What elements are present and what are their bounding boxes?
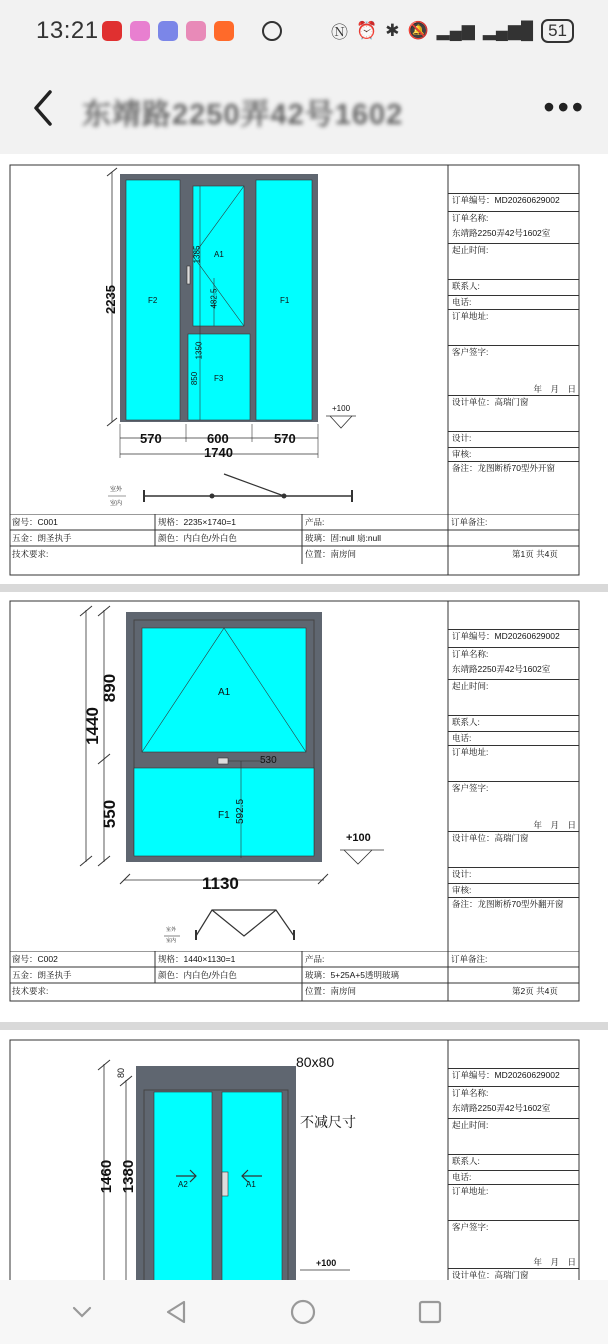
sign-date: 年 月 日 bbox=[533, 384, 576, 394]
dim-height-total: 2235 bbox=[102, 285, 118, 314]
designer: 设计: bbox=[448, 867, 579, 881]
system-icons bbox=[331, 18, 574, 43]
design-unit: 设计单位：高瑞门窗 bbox=[448, 395, 579, 409]
outside-label: 室外 bbox=[166, 927, 177, 933]
designer: 设计: bbox=[448, 431, 579, 445]
box-size: 80x80 bbox=[296, 1054, 335, 1070]
pink-app-icon bbox=[130, 21, 150, 41]
label-a1: A1 bbox=[246, 1180, 256, 1189]
phone: 电话: bbox=[448, 1170, 579, 1184]
window-no: 窗号：C001 bbox=[12, 517, 58, 527]
signal2-icon: ▂▄▆█ bbox=[482, 20, 534, 40]
dim-width-mid: 600 bbox=[207, 431, 229, 446]
color: 颜色：内白色/外白色 bbox=[158, 533, 237, 543]
location: 位置：南房间 bbox=[305, 986, 357, 996]
message-app-icon bbox=[158, 21, 178, 41]
location: 位置：南房间 bbox=[305, 549, 357, 559]
dim-handle-x: 530 bbox=[260, 755, 277, 766]
start-time: 起止时间: bbox=[448, 243, 579, 257]
start-time: 起止时间: bbox=[448, 679, 579, 693]
dim-lower-1: 1350 bbox=[194, 341, 204, 360]
alarm-icon: ⏰ bbox=[356, 20, 378, 40]
design-unit: 设计单位：高瑞门窗 bbox=[448, 1268, 579, 1280]
address: 订单地址: bbox=[448, 745, 579, 759]
inside-label: 室内 bbox=[166, 938, 177, 944]
label-a1: A1 bbox=[214, 250, 224, 259]
tech-requirement: 技术要求: bbox=[12, 549, 49, 559]
dim-lower-2: 850 bbox=[190, 371, 200, 386]
glass: 玻璃：固:null 扇:null bbox=[305, 533, 382, 543]
bank-app-icon bbox=[102, 21, 122, 41]
inside-label: 室内 bbox=[110, 501, 123, 507]
order-no: 订单编号：MD20260629002 bbox=[448, 1068, 579, 1082]
order-info-table-2 bbox=[448, 601, 579, 1001]
drawing-sheet-3 bbox=[0, 1030, 608, 1280]
bluetooth-icon: ✱ bbox=[385, 20, 400, 40]
hardware: 五金：朗圣执手 bbox=[12, 970, 72, 980]
notification-icons bbox=[102, 21, 282, 41]
order-name: 东靖路2250弄42号1602室 bbox=[452, 664, 551, 674]
recents-square-icon[interactable] bbox=[416, 1298, 444, 1326]
address: 订单地址: bbox=[448, 1184, 579, 1198]
label-a2: A2 bbox=[178, 1180, 188, 1189]
dim-height-total: 1440 bbox=[82, 707, 102, 745]
order-info-table-3 bbox=[448, 1040, 579, 1280]
signature: 客户签字: bbox=[448, 1220, 579, 1234]
phone: 电话: bbox=[448, 295, 579, 309]
status-bar bbox=[0, 0, 608, 62]
back-arrow-icon[interactable] bbox=[26, 84, 62, 132]
back-triangle-icon[interactable] bbox=[162, 1298, 190, 1326]
signature: 客户签字: bbox=[448, 781, 579, 795]
product: 产品: bbox=[305, 517, 325, 527]
spec-table-1 bbox=[10, 514, 579, 564]
level-label: +100 bbox=[316, 1258, 337, 1268]
dim-width-left: 570 bbox=[140, 431, 162, 446]
sign-date: 年 月 日 bbox=[533, 820, 576, 830]
color: 颜色：内白色/外白色 bbox=[158, 970, 237, 980]
order-remark: 订单备注: bbox=[451, 954, 488, 964]
order-remark: 订单备注: bbox=[451, 517, 488, 527]
signature: 客户签字: bbox=[448, 345, 579, 359]
taobao-app-icon bbox=[214, 21, 234, 41]
drawing-sheet-1 bbox=[0, 154, 608, 584]
page-title: 东靖路2250弄42号1602 bbox=[82, 99, 404, 131]
home-circle-icon[interactable] bbox=[289, 1298, 317, 1326]
label-f2: F2 bbox=[148, 296, 158, 305]
tech-requirement: 技术要求: bbox=[12, 986, 49, 996]
label-f1: F1 bbox=[218, 810, 230, 821]
update-icon bbox=[262, 21, 282, 41]
order-no: 订单编号：MD20260629002 bbox=[448, 193, 579, 207]
order-name: 东靖路2250弄42号1602室 bbox=[452, 228, 551, 238]
sign-date: 年 月 日 bbox=[533, 1257, 576, 1267]
label-f1: F1 bbox=[280, 296, 290, 305]
review: 审核: bbox=[448, 447, 579, 461]
dim-height-bottom: 550 bbox=[100, 799, 120, 829]
sheet-separator bbox=[0, 584, 608, 592]
dim-height-top: 890 bbox=[100, 673, 120, 703]
order-name: 东靖路2250弄42号1602室 bbox=[452, 1103, 551, 1113]
mute-icon: 🔕 bbox=[407, 20, 429, 40]
outside-label: 室外 bbox=[110, 487, 123, 493]
product: 产品: bbox=[305, 954, 325, 964]
dim-width-total: 1740 bbox=[204, 445, 233, 460]
contact: 联系人: bbox=[448, 1154, 579, 1168]
nfc-icon: Ⓝ bbox=[331, 23, 349, 42]
page-number: 第1页 共4页 bbox=[512, 549, 558, 559]
spec-table-2 bbox=[10, 951, 579, 1001]
dim-width-right: 570 bbox=[274, 431, 296, 446]
dim-top: 80 bbox=[116, 1067, 127, 1079]
signal-icon: ▂▄▆ bbox=[436, 20, 475, 40]
system-nav-bar bbox=[0, 1280, 608, 1344]
more-icon[interactable]: ••• bbox=[543, 89, 586, 125]
drawing-sheet-2 bbox=[0, 592, 608, 1022]
sheet-separator bbox=[0, 1022, 608, 1030]
start-time: 起止时间: bbox=[448, 1118, 579, 1132]
hardware: 五金：朗圣执手 bbox=[12, 533, 72, 543]
window-no: 窗号：C002 bbox=[12, 954, 58, 964]
shop-app-icon bbox=[186, 21, 206, 41]
label-a1: A1 bbox=[218, 687, 231, 698]
order-name-label: 订单名称: bbox=[448, 1086, 579, 1100]
remark: 备注：龙图断桥70型外开窗 bbox=[448, 461, 579, 475]
level-label: +100 bbox=[332, 404, 351, 413]
address: 订单地址: bbox=[448, 309, 579, 323]
spec: 规格：2235×1740=1 bbox=[158, 517, 236, 527]
dim-handle-height: 482.5 bbox=[209, 288, 219, 309]
contact: 联系人: bbox=[448, 715, 579, 729]
level-label: +100 bbox=[346, 832, 371, 844]
contact: 联系人: bbox=[448, 279, 579, 293]
page-number: 第2页 共4页 bbox=[512, 986, 558, 996]
order-no: 订单编号：MD20260629002 bbox=[448, 629, 579, 643]
phone: 电话: bbox=[448, 731, 579, 745]
review: 审核: bbox=[448, 883, 579, 897]
glass: 玻璃：5+25A+5透明玻璃 bbox=[305, 970, 400, 980]
label-f3: F3 bbox=[214, 374, 224, 383]
order-name-label: 订单名称: bbox=[448, 647, 579, 661]
dim-width-total: 1130 bbox=[202, 874, 239, 893]
dim-height-total: 1460 bbox=[98, 1159, 116, 1194]
order-name-label: 订单名称: bbox=[448, 211, 579, 225]
spec: 规格：1440×1130=1 bbox=[158, 954, 236, 964]
dim-handle-y: 592.5 bbox=[235, 798, 247, 825]
remark: 备注：龙图断桥70型外翻开窗 bbox=[448, 897, 579, 911]
nav-bar bbox=[0, 62, 608, 154]
battery-icon: 51 bbox=[541, 19, 574, 43]
dim-height-inner: 1380 bbox=[120, 1159, 138, 1194]
no-reduce-note: 不减尺寸 bbox=[300, 1114, 356, 1130]
design-unit: 设计单位：高瑞门窗 bbox=[448, 831, 579, 845]
clock: 13:21 bbox=[36, 17, 99, 44]
dim-sash-height: 1385 bbox=[192, 245, 202, 264]
chevron-down-icon[interactable] bbox=[68, 1298, 96, 1326]
